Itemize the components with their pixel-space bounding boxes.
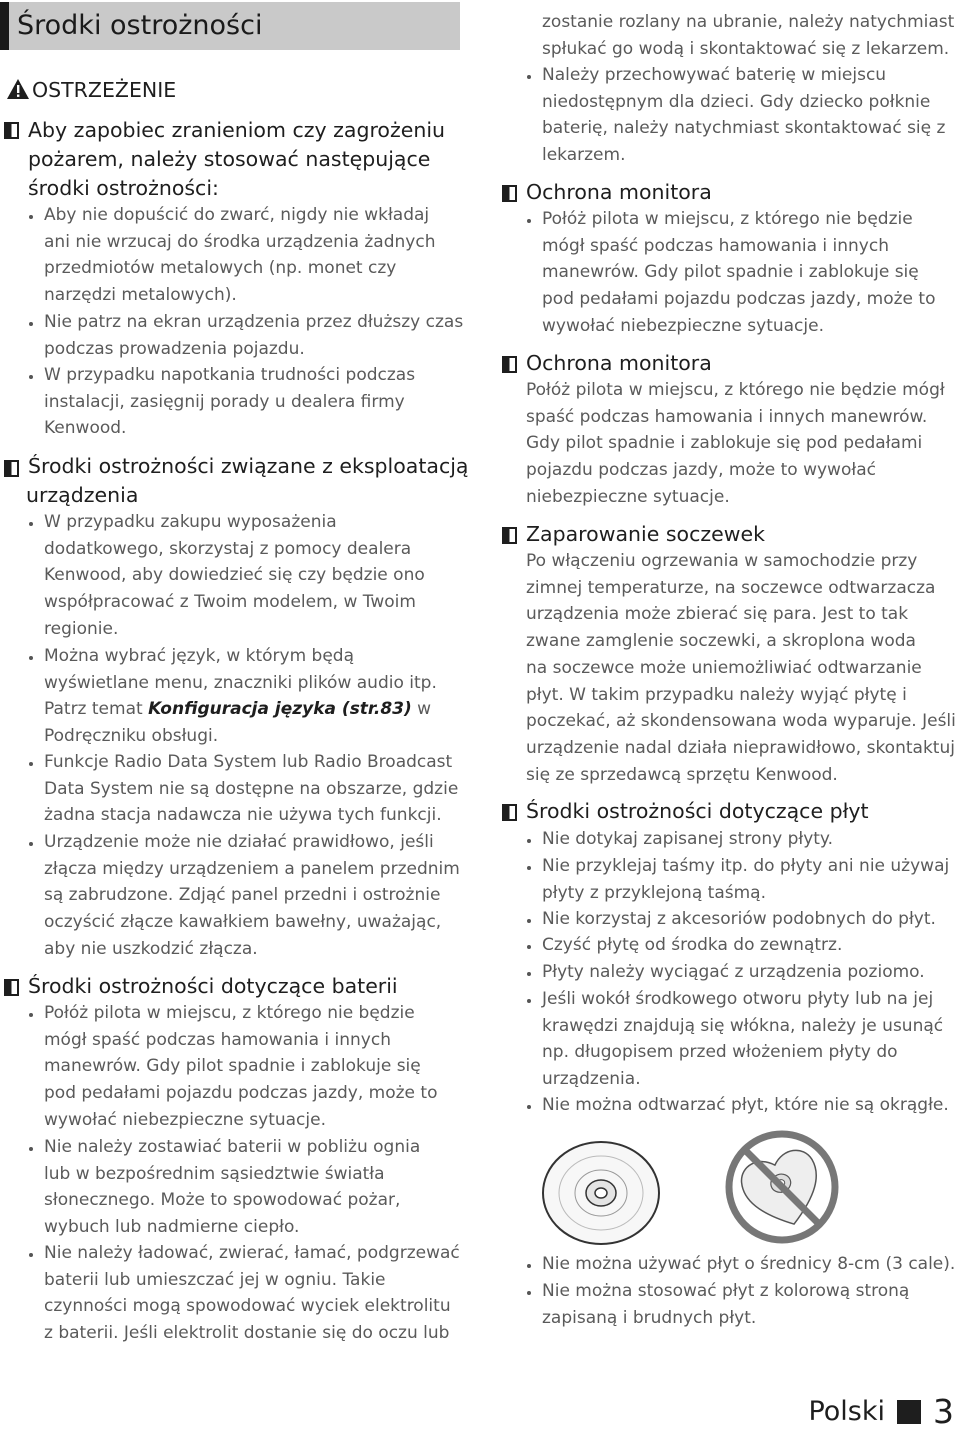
section-marker-icon — [4, 460, 19, 477]
heading-battery: Środki ostrożności dotyczące baterii — [28, 974, 398, 998]
heading-fire-prevention: Aby zapobiec zranieniom czy zagrożeniu pożarem, należy stosować następujące środki ostrożności: — [28, 118, 446, 200]
section-marker-icon — [502, 356, 517, 373]
section-marker-icon — [4, 979, 19, 996]
text-disc-eject: Płyty należy wyciągać z urządzenia poziomo. — [542, 962, 925, 982]
text-monitor-paragraph: Połóż pilota w miejscu, z którego nie będzie mógł spaść podczas hamowania i innych manewrów. Gdy pilot spadnie i zablokuje się pod pedałami pojazdu podczas jazdy, może to wywołać niebezpieczne sytuacje. — [526, 380, 945, 507]
text-battery-heat: Nie należy zostawiać baterii w pobliżu ognia lub w bezpośrednim sąsiedztwie światła słonecznego. Może to spowodować pożar, wybuch lub nadmierne ciepło. — [44, 1137, 421, 1238]
text-language: Można wybrać język, w którym będą wyświetlane menu, znaczniki plików audio itp. Patrz temat Konfiguracja języka (str.83) w Podręczniku obsługi. — [44, 646, 437, 747]
language-settings-link[interactable]: Konfiguracja języka (str.83) — [148, 699, 412, 720]
bullet — [29, 215, 33, 219]
text-disc-tape: Nie przyklejaj taśmy itp. do płyty ani nie używaj płyty z przyklejoną taśmą. — [542, 856, 950, 903]
text-short-circuit: Aby nie dopuścić do zwarć, nigdy nie wkładaj ani nie wrzucaj do środka urządzenia żadnych przedmiotów metalowych (np. monet czy narzędzi metalowych). — [44, 205, 436, 306]
bullet — [29, 375, 33, 379]
text-disc-round: Nie można odtwarzać płyt, które nie są okrągłe. — [542, 1095, 949, 1115]
heading-monitor-protection: Ochrona monitora — [526, 180, 712, 204]
heading-monitor-protection-2: Ochrona monitora — [526, 351, 712, 375]
section-marker-icon — [4, 122, 19, 139]
bullet — [527, 75, 531, 79]
section-marker-icon — [502, 527, 517, 544]
text-disc-touch: Nie dotykaj zapisanej strony płyty. — [542, 829, 833, 849]
bullet — [527, 1264, 531, 1268]
text-installation: W przypadku napotkania trudności podczas instalacji, zasięgnij porady u dealera firmy Kenwood. — [44, 365, 416, 439]
page-footer — [808, 1392, 954, 1431]
section-title: Środki ostrożności — [17, 10, 263, 41]
section-marker-icon — [502, 804, 517, 821]
round-disc-icon — [540, 1140, 662, 1246]
bullet — [527, 1105, 531, 1109]
warning-icon — [6, 78, 30, 100]
text-connectors: Urządzenie może nie działać prawidłowo, jeśli złącza między urządzeniem a panelem przednim są zabrudzone. Zdjąć panel przedni i ostrożnie oczyścić złącze kawałkiem bawełny, uważając, aby nie uszkodzić złącza. — [44, 832, 460, 959]
heading-operation-precautions: Środki ostrożności związane z eksploatacją urządzenia — [26, 454, 469, 507]
text-disc-fibers: Jeśli wokół środkowego otworu płyty lub na jej krawędzi znajdują się włókna, należy je usunąć np. długopisem przed włożeniem płyty do urządzenia. — [542, 989, 944, 1090]
bullet — [29, 522, 33, 526]
text-children: Należy przechowywać baterię w miejscu niedostępnym dla dzieci. Gdy dziecko połknie baterię, należy natychmiast skontaktować się z lekarzem. — [542, 65, 946, 166]
text-battery-charge: Nie należy ładować, zwierać, łamać, podgrzewać baterii lub umieszczać jej w ogniu. Takie czynności mogą spowodować wyciek elektrolitu z baterii. Jeśli elektrolit dostanie się do oczu lub — [44, 1243, 460, 1344]
page-number: 3 — [933, 1392, 954, 1431]
text-electrolyte-continued: zostanie rozlany na ubranie, należy natychmiast spłukać go wodą i skontaktować się z lekarzem. — [542, 12, 955, 59]
text-rds: Funkcje Radio Data System lub Radio Broadcast Data System nie są dostępne na obszarze, gdzie żadna stacja nadawcza nie używa tych funkcji. — [44, 752, 459, 826]
footer-language: Polski — [808, 1396, 885, 1427]
text-accessories: W przypadku zakupu wyposażenia dodatkowego, skorzystaj z pomocy dealera Kenwood, aby dowiedzieć się czy będzie ono współpracować z Twoim modelem, w Twoim regionie. — [44, 512, 425, 639]
text-monitor-remote: Połóż pilota w miejscu, z którego nie będzie mógł spaść podczas hamowania i innych manewrów. Gdy pilot spadnie i zablokuje się pod pedałami pojazdu podczas jazdy, może to wywołać niebezpieczne sytuacje. — [542, 209, 936, 336]
heading-disc-precautions: Środki ostrożności dotyczące płyt — [526, 799, 869, 823]
bullet — [527, 219, 531, 223]
bullet — [29, 322, 33, 326]
text-screen-driving: Nie patrz na ekran urządzenia przez dłuższy czas podczas prowadzenia pojazdu. — [44, 312, 464, 359]
bullet — [527, 945, 531, 949]
bullet — [527, 919, 531, 923]
warning-heading: OSTRZEŻENIE — [32, 78, 177, 102]
text-disc-clean: Czyść płytę od środka do zewnątrz. — [542, 935, 843, 955]
bullet — [527, 866, 531, 870]
bullet — [29, 1253, 33, 1257]
heading-lens-fogging: Zaparowanie soczewek — [526, 522, 765, 546]
text-remote-placement: Połóż pilota w miejscu, z którego nie będzie mógł spaść podczas hamowania i innych manewrów. Gdy pilot spadnie i zablokuje się pod pedałami pojazdu podczas jazdy, może to wywołać niebezpieczne sytuacje. — [44, 1003, 438, 1130]
bullet — [29, 1013, 33, 1017]
bullet — [29, 1147, 33, 1151]
section-marker-icon — [502, 185, 517, 202]
bullet — [527, 1291, 531, 1295]
text-disc-8cm: Nie można używać płyt o średnicy 8-cm (3 cale). — [542, 1254, 956, 1274]
bullet — [527, 839, 531, 843]
bullet — [29, 656, 33, 660]
text-disc-colored: Nie można stosować płyt z kolorową stroną zapisaną i brudnych płyt. — [542, 1281, 910, 1328]
bullet — [29, 762, 33, 766]
bullet — [527, 972, 531, 976]
bullet — [527, 999, 531, 1003]
section-title-bar — [0, 2, 460, 50]
bullet — [29, 842, 33, 846]
no-heart-disc-icon — [723, 1128, 841, 1246]
footer-square-icon — [897, 1400, 921, 1424]
text-disc-accessories: Nie korzystaj z akcesoriów podobnych do płyt. — [542, 909, 936, 929]
text-lens-fogging: Po włączeniu ogrzewania w samochodzie przy zimnej temperaturze, na soczewce odtwarzacza urządzenia może zbierać się para. Jest to tak zwane zamglenie soczewki, a skroplona woda na soczewce może uniemożliwiać odtwarzanie płyt. W takim przypadku należy wyjąć płytę i poczekać, aż skondensowana woda wyparuje. Jeśli urządzenie nadal działa nieprawidłowo, skontaktuj się ze sprzedawcą sprzętu Kenwood. — [526, 551, 956, 785]
